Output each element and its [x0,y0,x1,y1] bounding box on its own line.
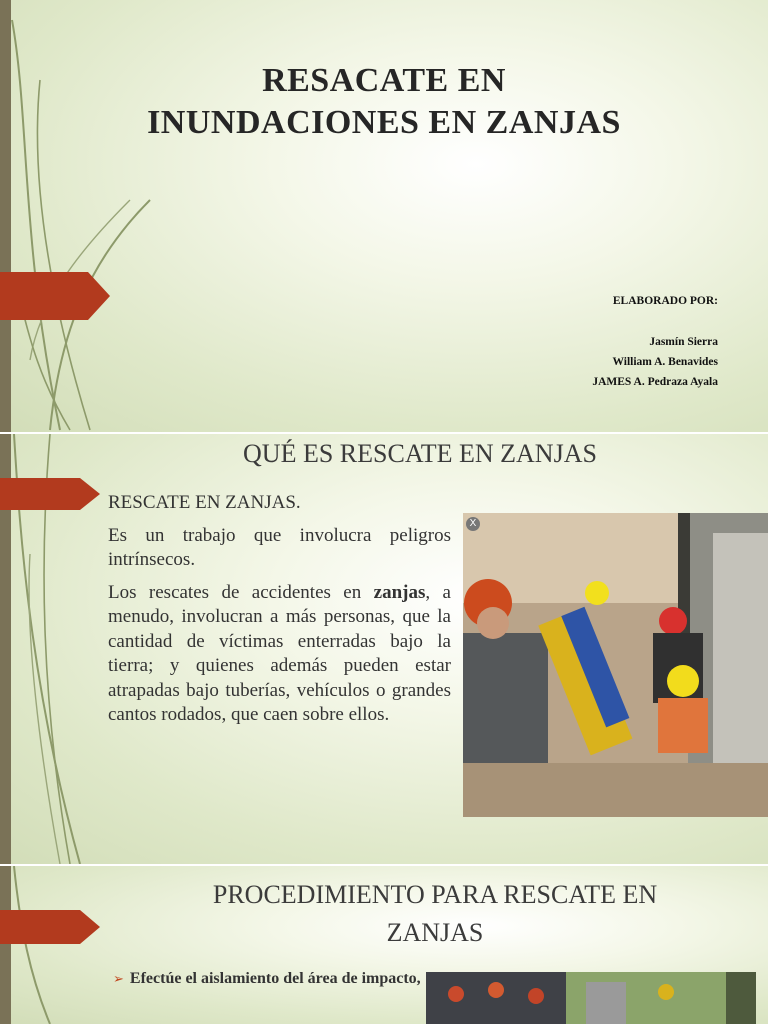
text-run: , a menudo, involucran a más personas, que la cantidad de víctimas enterradas bajo la tierra; y quienes además pueden estar atrapadas bajo tuberías, vehículos o grandes cantos rodados, que caen sobre ellos. [108,581,451,725]
slide-title [140,876,730,952]
page-title [100,60,668,144]
bold-term: zanjas [373,581,426,603]
bullet-text: Efectúe el aislamiento del área de impacto, [129,970,421,987]
arrow-tab-icon [0,272,110,320]
close-icon[interactable]: X [466,517,480,531]
credits-block [592,291,718,392]
text-run: Los rescates de accidentes en [108,581,374,603]
arrow-tab-icon [0,910,110,958]
slide-title: QUÉ ES RESCATE EN ZANJAS [243,439,597,468]
arrow-tab-icon [0,478,110,526]
credits-heading: ELABORADO POR: [612,295,718,307]
author-name: William A. Benavides [612,356,718,368]
rescue-team-photo [426,972,756,1024]
title-line-1: PROCEDIMIENTO PARA RESCATE EN [212,880,658,909]
rescue-photo [463,513,768,817]
section-heading: RESCATE EN ZANJAS [108,492,296,513]
chevron-right-icon: ➢ [113,972,124,987]
list-item [113,968,421,991]
slide-definition [0,434,768,864]
title-line-2: ZANJAS [386,918,484,947]
title-line-2: INUNDACIONES EN ZANJAS [147,104,621,141]
author-name: JAMES A. Pedraza Ayala [592,376,718,388]
title-line-1: RESACATE EN [262,62,506,99]
slide-procedure [0,866,768,1024]
paragraph [108,581,451,728]
heading-suffix: . [295,492,301,513]
author-name: Jasmín Sierra [649,336,718,348]
slide-body [108,491,451,736]
paragraph: Es un trabajo que involucra peligros intrínsecos. [108,524,451,570]
slide-title [0,0,768,432]
